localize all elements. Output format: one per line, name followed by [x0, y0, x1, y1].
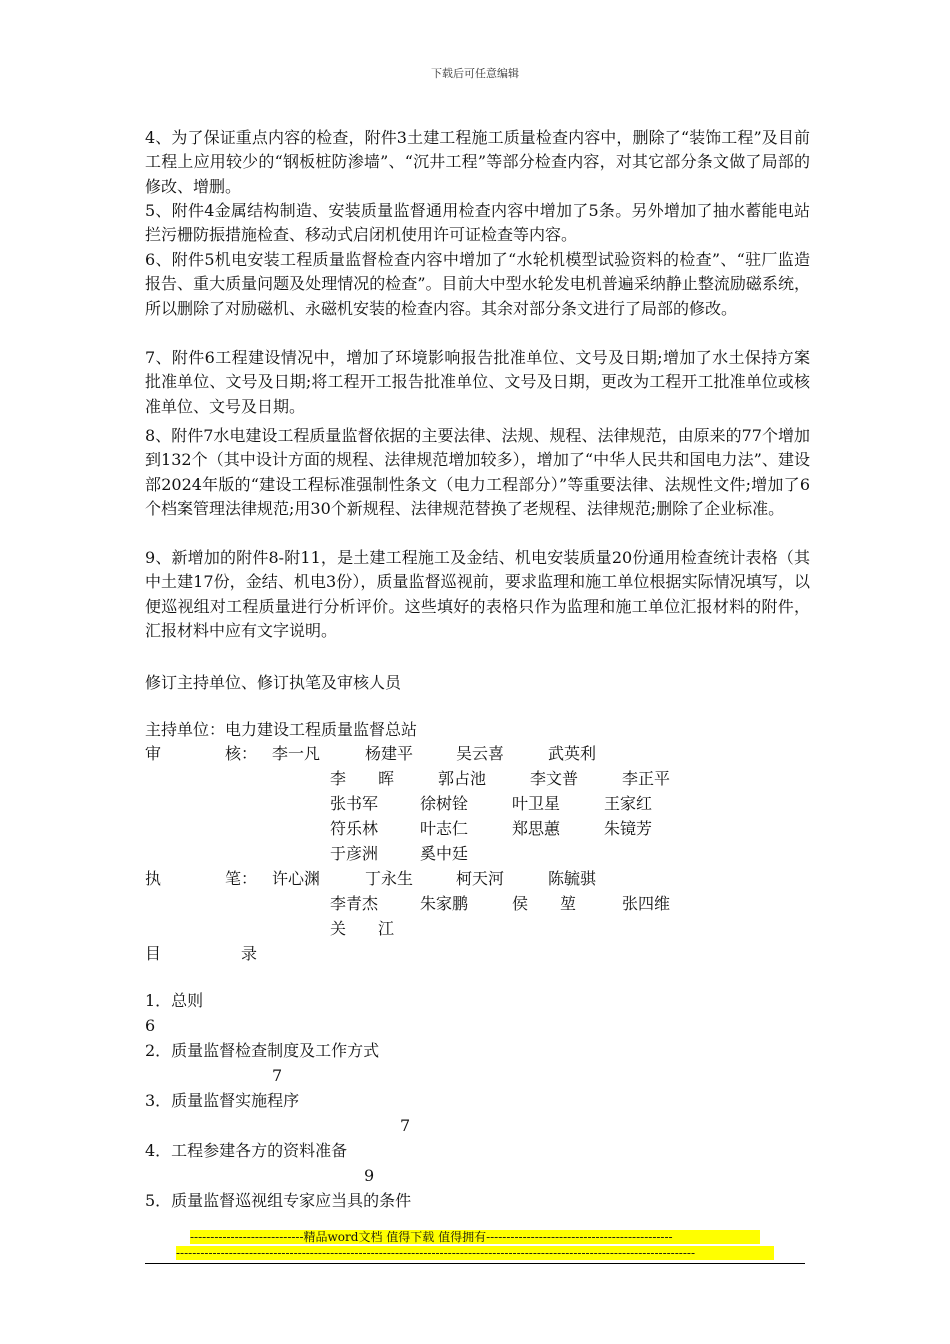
reviewer-name: 符乐林 — [330, 819, 379, 838]
writer-name: 关 江 — [330, 919, 395, 938]
reviewer-name: 王家红 — [604, 794, 653, 813]
writer-name: 侯 堃 — [512, 894, 577, 913]
reviewer-name: 李 晖 — [330, 769, 395, 788]
writer-name: 丁永生 — [365, 869, 414, 888]
reviewer-name: 于彦洲 — [330, 844, 379, 863]
reviewer-name: 叶卫星 — [512, 794, 561, 813]
reviewer-name: 李一凡 — [272, 744, 321, 763]
paragraph-6: 6、附件5机电安装工程质量监督检查内容中增加了“水轮机模型试验资料的检查”、“驻厂监造报告、重大质量问题及处理情况的检查”。目前大中型水轮发电机普遍采纳静止整流励磁系统，所以删除了对励磁机、永磁机安装的检查内容。其余对部分条文进行了局部的修改。 — [145, 250, 810, 318]
toc-item-title: 3．质量监督实施程序 — [145, 1091, 300, 1110]
paragraph-4: 4、为了保证重点内容的检查，附件3土建工程施工质量检查内容中，删除了“装饰工程”及目前工程上应用较少的“钢板桩防渗墙”、“沉井工程”等部分检查内容，对其它部分条文做了局部的修改、增删。 — [145, 128, 810, 196]
page-header: 下载后可任意编辑 — [431, 67, 519, 80]
writer-name: 陈毓骐 — [548, 869, 597, 888]
footer-banner-line2: -------------------------------------------------------------------------------------------------------------------------------- — [176, 1246, 774, 1260]
reviewer-name: 张书军 — [330, 794, 379, 813]
paragraph-7: 7、附件6工程建设情况中，增加了环境影响报告批准单位、文号及日期;增加了水土保持方案批准单位、文号及日期;将工程开工报告批准单位、文号及日期，更改为工程开工批准单位或核准单位、文号及日期。 — [145, 348, 810, 416]
toc-item-page: 7 — [400, 1116, 411, 1135]
reviewer-name: 奚中廷 — [420, 844, 469, 863]
section-title: 修订主持单位、修订执笔及审核人员 — [145, 673, 402, 692]
reviewer-name: 杨建平 — [365, 744, 414, 763]
toc-title: 目 录 — [145, 944, 258, 963]
toc-item-page: 9 — [364, 1166, 375, 1185]
reviewer-name: 武英利 — [548, 744, 597, 763]
toc-item-title: 4．工程参建各方的资料准备 — [145, 1141, 348, 1160]
host-unit: 主持单位：电力建设工程质量监督总站 — [145, 720, 418, 739]
toc-item-title: 5．质量监督巡视组专家应当具的条件 — [145, 1191, 412, 1210]
reviewer-name: 李正平 — [622, 769, 671, 788]
toc-item-page: 7 — [272, 1066, 283, 1085]
paragraph-9: 9、新增加的附件8-附11，是土建工程施工及金结、机电安装质量20份通用检查统计表格（其中土建17份，金结、机电3份），质量监督巡视前，要求监理和施工单位根据实际情况填写，以便巡视组对工程质量进行分析评价。这些填好的表格只作为监理和施工单位汇报材料的附件，汇报材料中应有文字说明。 — [145, 548, 810, 640]
paragraph-5: 5、附件4金属结构制造、安装质量监督通用检查内容中增加了5条。另外增加了抽水蓄能电站拦污栅防振措施检查、移动式启闭机使用许可证检查等内容。 — [145, 201, 810, 245]
reviewer-name: 徐树铨 — [420, 794, 469, 813]
reviewer-name: 吴云喜 — [456, 744, 505, 763]
writer-name: 朱家鹏 — [420, 894, 469, 913]
reviewer-name: 郭占池 — [438, 769, 487, 788]
writer-label: 执 笔： — [145, 869, 258, 888]
footer-rule — [145, 1263, 805, 1264]
reviewer-name: 郑思蕙 — [512, 819, 561, 838]
toc-item-page: 6 — [145, 1016, 156, 1035]
review-label: 审 核： — [145, 744, 258, 763]
reviewer-name: 朱镜芳 — [604, 819, 653, 838]
toc-item-title: 2．质量监督检查制度及工作方式 — [145, 1041, 380, 1060]
writer-name: 柯天河 — [456, 869, 505, 888]
writer-name: 张四维 — [622, 894, 671, 913]
reviewer-name: 叶志仁 — [420, 819, 469, 838]
paragraph-8: 8、附件7水电建设工程质量监督依据的主要法律、法规、规程、法律规范，由原来的77个增加到132个（其中设计方面的规程、法律规范增加较多），增加了“中华人民共和国电力法”、建设部2024年版的“建设工程标准强制性条文（电力工程部分）”等重要法律、法规性文件;增加了6个档案管理法律规范;用30个新规程、法律规范替换了老规程、法律规范;删除了企业标准。 — [145, 426, 810, 518]
reviewer-name: 李文普 — [530, 769, 579, 788]
writer-name: 李青杰 — [330, 894, 379, 913]
toc-item-title: 1．总则 — [145, 991, 204, 1010]
footer-banner-line1: ----------------------------精品word文档 值得下载 值得拥有---------------------------------------------- — [190, 1230, 760, 1244]
writer-name: 许心渊 — [272, 869, 321, 888]
